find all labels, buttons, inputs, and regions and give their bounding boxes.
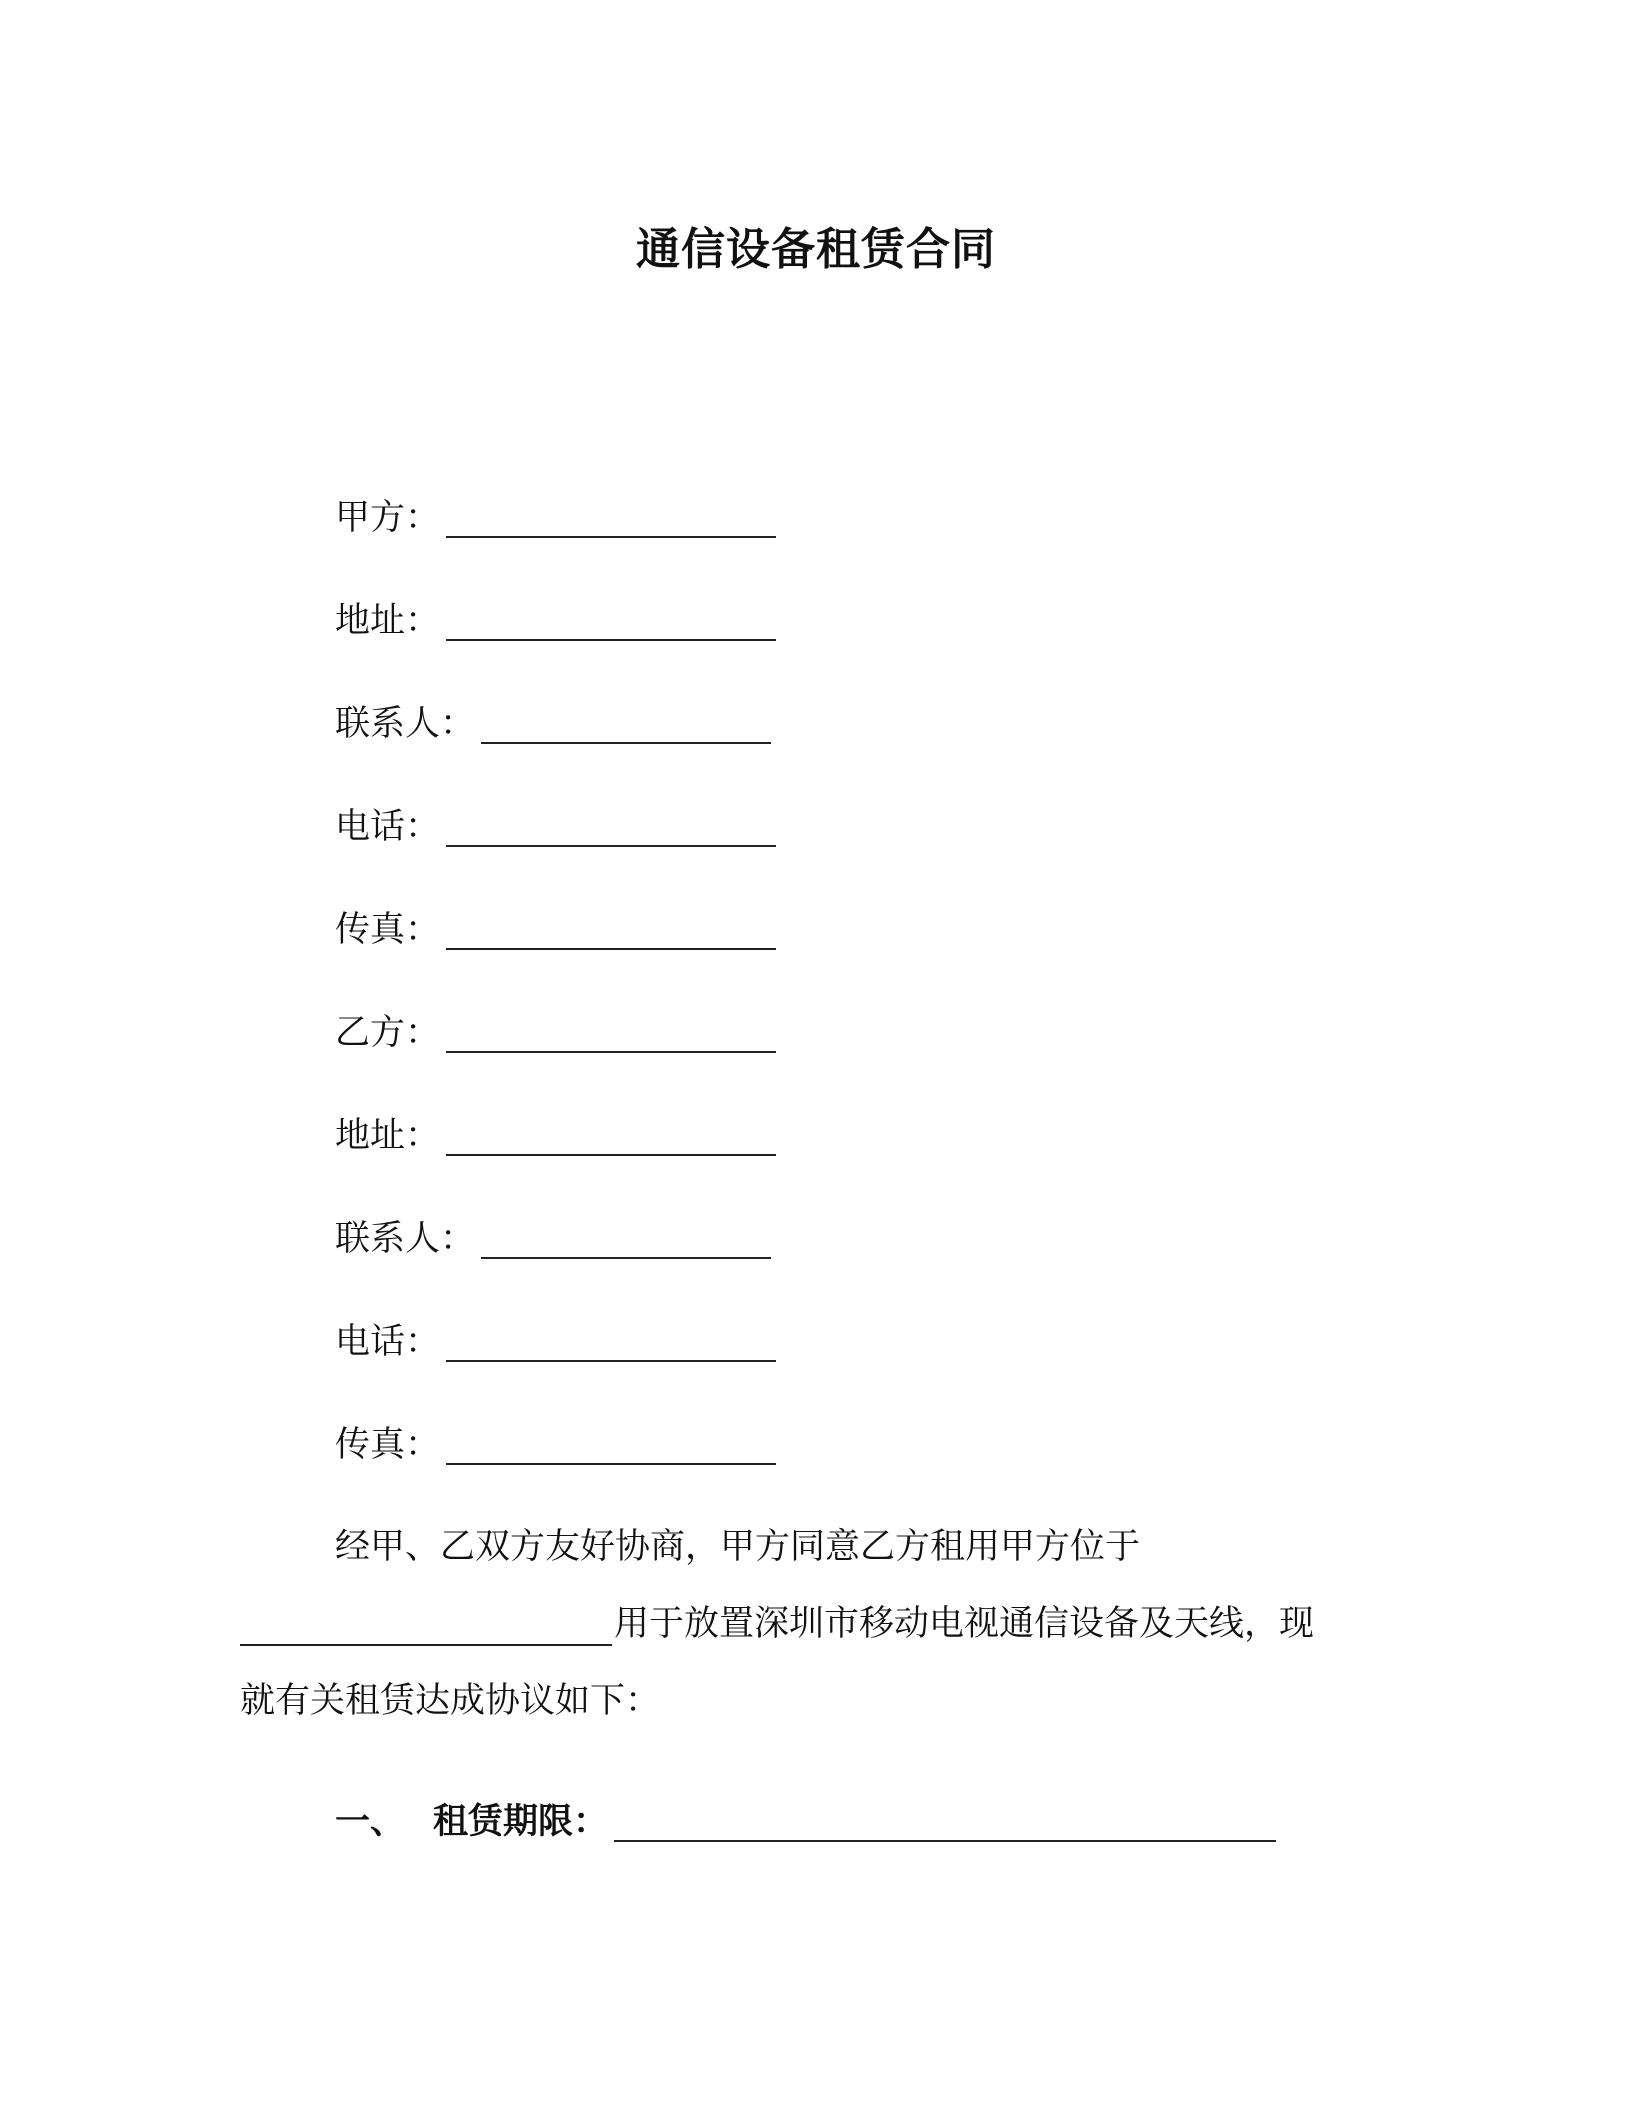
party-a-contact-blank[interactable] [481, 706, 771, 744]
intro-line-2 [240, 1602, 1314, 1646]
intro-line-2-text: 用于放置深圳市移动电视通信设备及天线，现 [614, 1604, 1315, 1644]
party-b-name-field [335, 1005, 776, 1055]
party-a-fax-field [335, 902, 776, 952]
section-1-lease-term [335, 1800, 1276, 1844]
intro-location-blank[interactable] [240, 1608, 612, 1646]
intro-line-3: 就有关租赁达成协议如下： [240, 1681, 661, 1721]
party-b-fax-label: 传真： [335, 1425, 441, 1465]
party-a-contact-field [335, 696, 771, 746]
party-b-name-label: 乙方： [335, 1013, 441, 1053]
section-1-blank[interactable] [614, 1804, 1276, 1842]
party-a-address-blank[interactable] [446, 603, 776, 641]
party-b-address-field [335, 1108, 776, 1158]
party-a-fax-label: 传真： [335, 910, 441, 950]
party-a-address-label: 地址： [335, 601, 441, 641]
party-a-address-field [335, 593, 776, 643]
section-1-label: 租赁期限： [433, 1802, 609, 1842]
party-a-name-field [335, 490, 776, 540]
section-1-number: 一、 [335, 1802, 406, 1842]
party-a-phone-label: 电话： [335, 807, 441, 847]
party-b-fax-blank[interactable] [446, 1427, 776, 1465]
party-b-address-blank[interactable] [446, 1118, 776, 1156]
party-b-phone-label: 电话： [335, 1322, 441, 1362]
party-a-contact-label: 联系人： [335, 704, 476, 744]
party-a-fax-blank[interactable] [446, 912, 776, 950]
party-a-name-blank[interactable] [446, 500, 776, 538]
party-b-fax-field [335, 1417, 776, 1467]
party-b-contact-label: 联系人： [335, 1219, 476, 1259]
party-b-phone-blank[interactable] [446, 1324, 776, 1362]
party-b-contact-field [335, 1211, 771, 1261]
party-b-phone-field [335, 1314, 776, 1364]
party-a-phone-field [335, 799, 776, 849]
party-b-address-label: 地址： [335, 1116, 441, 1156]
party-b-name-blank[interactable] [446, 1015, 776, 1053]
party-a-phone-blank[interactable] [446, 809, 776, 847]
party-a-name-label: 甲方： [335, 498, 441, 538]
party-b-contact-blank[interactable] [481, 1221, 771, 1259]
document-title: 通信设备租赁合同 [636, 224, 996, 275]
intro-line-1: 经甲、乙双方友好协商，甲方同意乙方租用甲方位于 [335, 1527, 1141, 1567]
